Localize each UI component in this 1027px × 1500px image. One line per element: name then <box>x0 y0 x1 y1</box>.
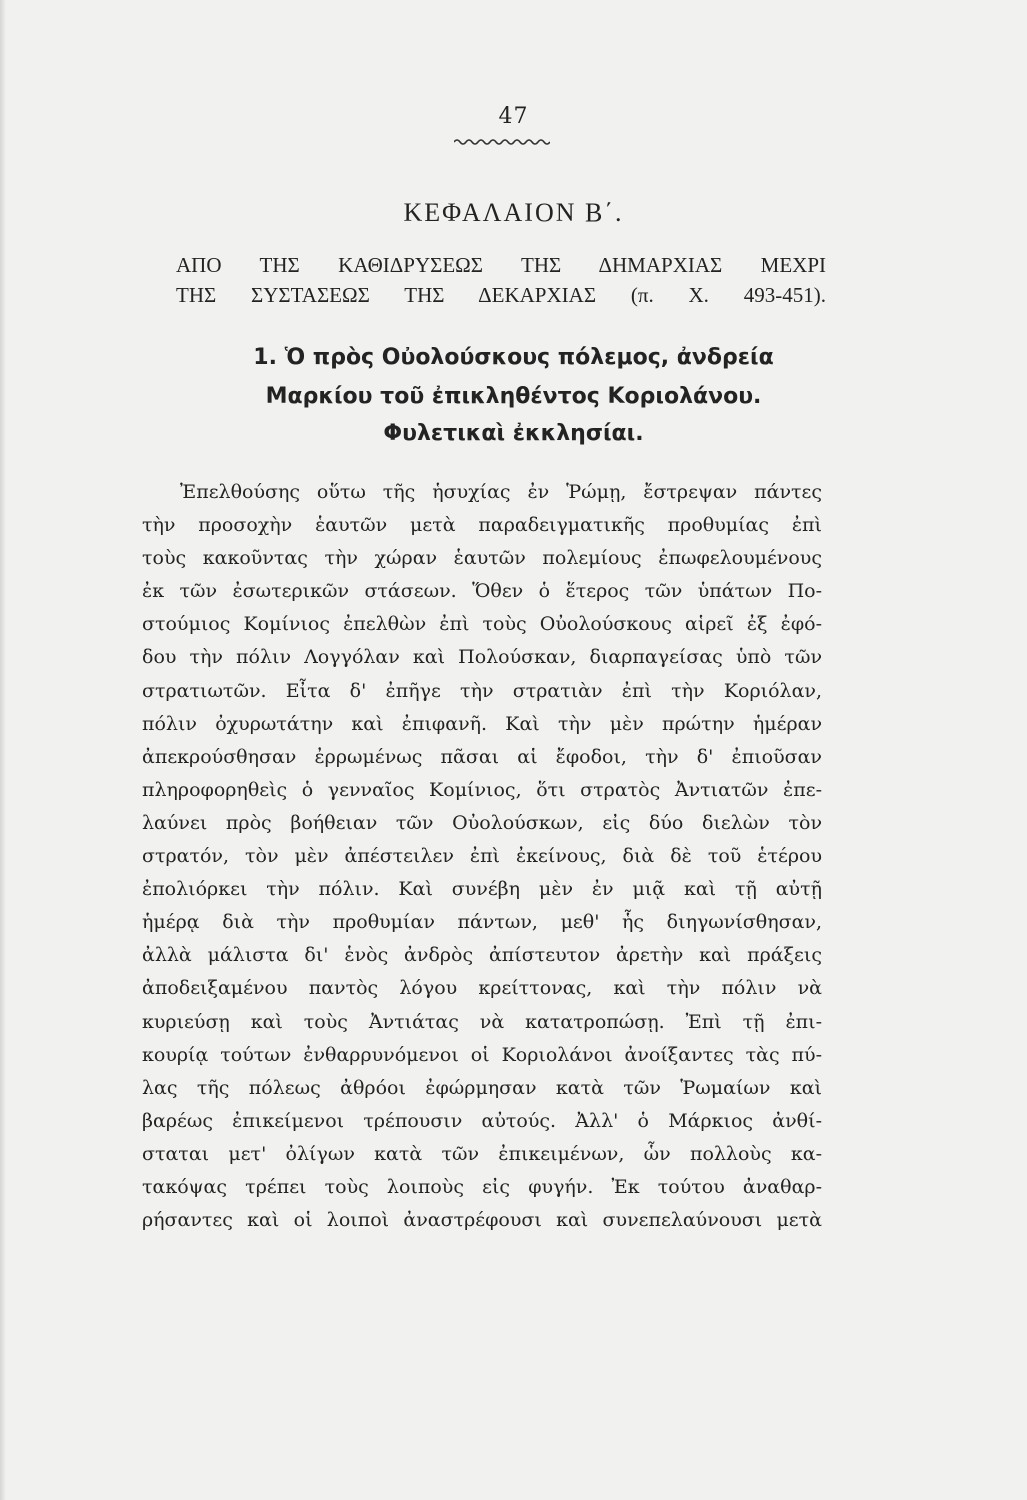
body-line: Ἐπελθούσης οὕτω τῆς ἡσυχίας ἐν Ῥώμῃ, ἔστρεψαν πάντες <box>180 481 822 503</box>
body-line: κυριεύσῃ καὶ τοὺς Ἀντιάτας νὰ κατατροπώσῃ. Ἐπὶ τῇ ἐπι- <box>142 1010 822 1033</box>
body-line: λας τῆς πόλεως ἀθρόοι ἐφώρμησαν κατὰ τῶν Ῥωμαίων καὶ <box>142 1076 822 1099</box>
chapter-title: ΚΕΦΑΛΑΙΟΝ Β΄. <box>403 198 624 227</box>
section-heading-line: Μαρκίου τοῦ ἐπικληθέντος Κοριολάνου. <box>265 384 762 409</box>
body-line: ἐκ τῶν ἐσωτερικῶν στάσεων. Ὅθεν ὁ ἕτερος τῶν ὑπάτων Πο- <box>142 580 822 603</box>
body-line: ἡμέρᾳ διὰ τὴν προθυμίαν πάντων, μεθ' ἧς διηγωνίσθησαν, <box>142 911 822 934</box>
section-heading-line: 1. Ὁ πρὸς Οὐολούσκους πόλεμος, ἀνδρεία <box>253 345 774 370</box>
body-line: κουρίᾳ τούτων ἐνθαρρυνόμενοι οἱ Κοριολάνοι ἀνοίξαντες τὰς πύ- <box>142 1043 822 1066</box>
page-number: 47 <box>498 104 529 129</box>
body-line: δου τὴν πόλιν Λογγόλαν καὶ Πολούσκαν, διαρπαγείσας ὑπὸ τῶν <box>142 646 822 669</box>
body-line: στρατόν, τὸν μὲν ἀπέστειλεν ἐπὶ ἐκείνους, διὰ δὲ τοῦ ἑτέρου <box>142 845 822 868</box>
body-line: σταται μετ' ὀλίγων κατὰ τῶν ἐπικειμένων, ὧν πολλοὺς κα- <box>142 1142 822 1165</box>
body-line: ἀπεκρούσθησαν ἐρρωμένως πᾶσαι αἱ ἔφοδοι, τὴν δ' ἐπιοῦσαν <box>142 745 822 768</box>
body-line: ἐπολιόρκει τὴν πόλιν. Καὶ συνέβη μὲν ἐν μιᾷ καὶ τῇ αὐτῇ <box>142 878 822 901</box>
body-line: ἀλλὰ μάλιστα δι' ἑνὸς ἀνδρὸς ἀπίστευτον ἀρετὴν καὶ πράξεις <box>142 944 822 967</box>
body-line: τοὺς κακοῦντας τὴν χώραν ἑαυτῶν πολεμίους ἐπωφελουμένους <box>142 547 822 570</box>
body-line: τὴν προσοχὴν ἑαυτῶν μετὰ παραδειγματικῆς προθυμίας ἐπὶ <box>142 514 822 537</box>
body-line: στούμιος Κομίνιος ἐπελθὼν ἐπὶ τοὺς Οὐολούσκους αἱρεῖ ἐξ ἐφό- <box>142 613 822 636</box>
chapter-subtitle-line: ΑΠΟ ΤΗΣ ΚΑΘΙΔΡΥΣΕΩΣ ΤΗΣ ΔΗΜΑΡΧΙΑΣ ΜΕΧΡΙ <box>176 253 826 277</box>
body-line: βαρέως ἐπικείμενοι τρέπουσιν αὐτούς. Ἀλλ' ὁ Μάρκιος ἀνθί- <box>142 1109 822 1132</box>
body-line: τακόψας τρέπει τοὺς λοιποὺς εἰς φυγήν. Ἐκ τούτου ἀναθαρ- <box>142 1175 822 1198</box>
body-line: πληροφορηθεὶς ὁ γενναῖος Κομίνιος, ὅτι στρατὸς Ἀντιατῶν ἐπε- <box>142 778 822 801</box>
ornamental-rule <box>454 137 550 147</box>
chapter-subtitle-line: ΤΗΣ ΣΥΣΤΑΣΕΩΣ ΤΗΣ ΔΕΚΑΡΧΙΑΣ (π. Χ. 493-451). <box>176 283 826 307</box>
body-line: πόλιν ὀχυρωτάτην καὶ ἐπιφανῆ. Καὶ τὴν μὲν πρώτην ἡμέραν <box>142 712 822 735</box>
body-line: ρήσαντες καὶ οἱ λοιποὶ ἀναστρέφουσι καὶ συνεπελαύνουσι μετὰ <box>142 1209 822 1232</box>
body-line: ἀποδειξαμένου παντὸς λόγου κρείττονας, καὶ τὴν πόλιν νὰ <box>142 977 822 1000</box>
body-line: λαύνει πρὸς βοήθειαν τῶν Οὐολούσκων, εἰς δύο διελὼν τὸν <box>142 811 822 834</box>
body-line: στρατιωτῶν. Εἶτα δ' ἐπῆγε τὴν στρατιὰν ἐπὶ τὴν Κοριόλαν, <box>142 679 822 702</box>
section-heading-line: Φυλετικαὶ ἐκκλησίαι. <box>383 421 644 446</box>
body-paragraph <box>142 476 822 1237</box>
